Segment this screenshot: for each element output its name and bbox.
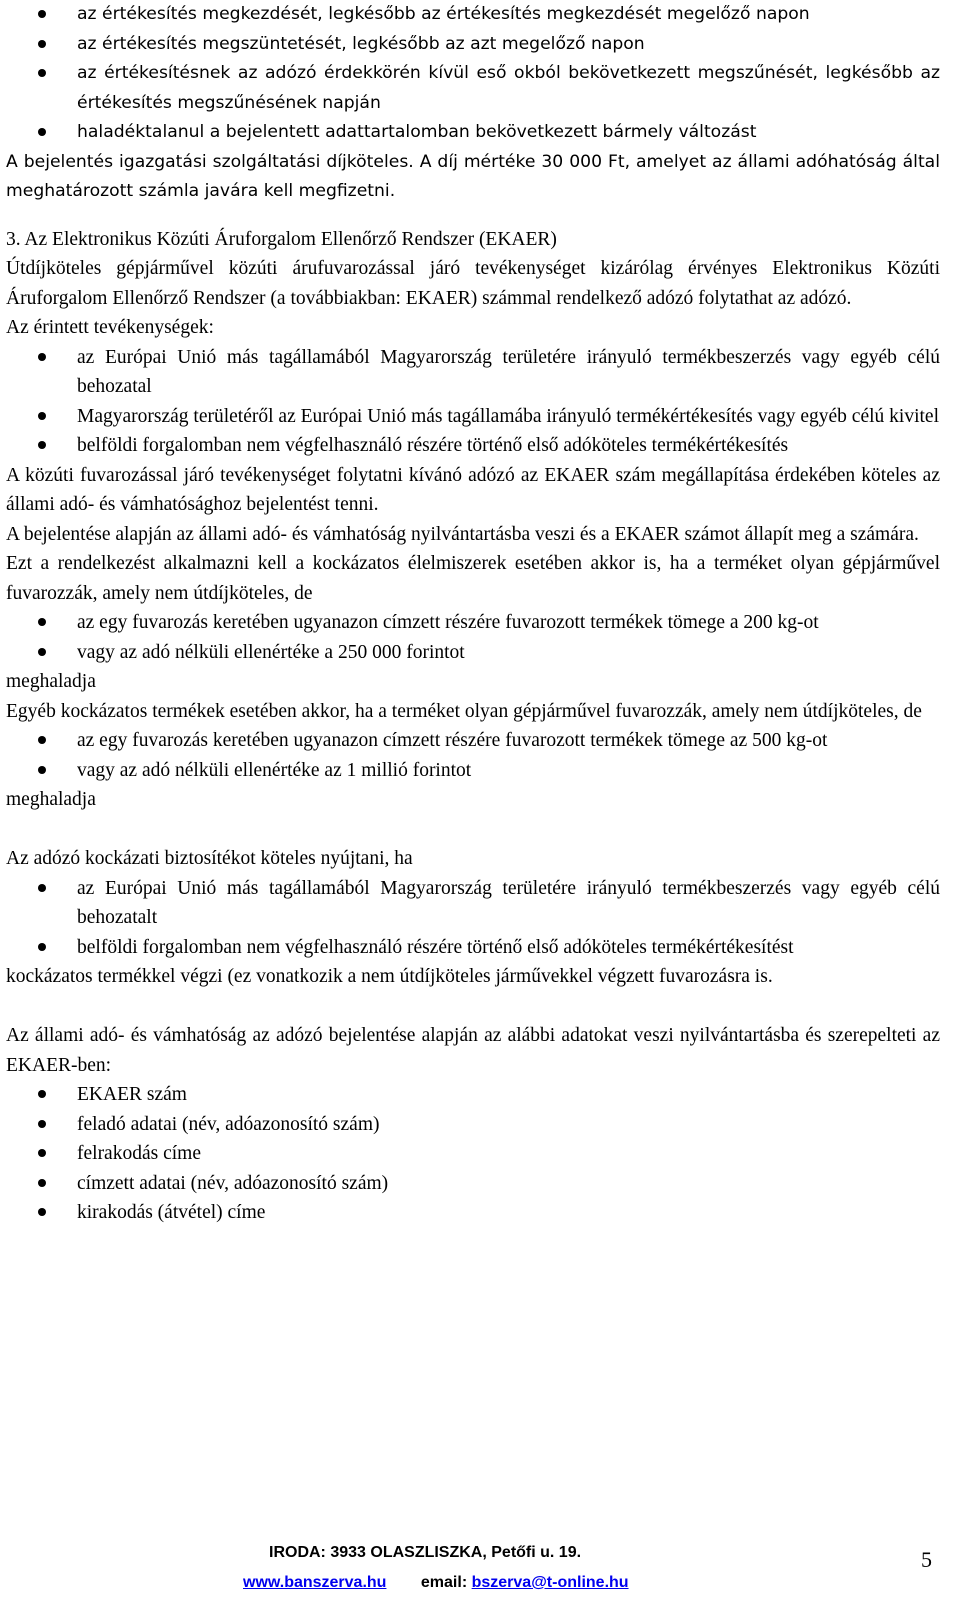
list-item: Magyarország területéről az Európai Unió más tagállamába irányuló termékértékesítés vagy egyéb célú kivitel <box>6 402 940 432</box>
list-item: az Európai Unió más tagállamából Magyarország területére irányuló termékbeszerzés vagy egyéb célú behozatalt <box>6 874 940 933</box>
spacer <box>6 815 940 845</box>
list-item: az értékesítés megkezdését, legkésőbb az értékesítés megkezdését megelőző napon <box>6 0 940 30</box>
spacer <box>6 207 940 225</box>
activities-label: Az érintett tevékenységek: <box>6 317 214 338</box>
spacer <box>6 992 940 1022</box>
list-item: vagy az adó nélküli ellenértéke az 1 millió forintot <box>6 756 940 786</box>
intro-paragraph: Útdíjköteles gépjárművel közúti árufuvarozással járó tevékenységet kizárólag érvényes Elektronikus Közúti Áruforgalom Ellenőrző Rendszer (a továbbiakban: EKAER) számmal rendelkező adózó folytathat az adózó. <box>6 258 940 309</box>
registration-paragraph: A közúti fuvarozással járó tevékenységet folytatni kívánó adózó az EKAER szám megállapítása érdekében köteles az állami adó- és vámhatósághoz bejelentést tenni. <box>6 464 940 515</box>
activities-list <box>6 343 940 461</box>
risky-food-paragraph: Ezt a rendelkezést alkalmazni kell a kockázatos élelmiszerek esetében akkor is, ha a terméket olyan gépjárművel fuvarozzák, amely nem útdíjköteles, de <box>6 553 940 604</box>
list-item: kirakodás (átvétel) címe <box>6 1198 940 1228</box>
fee-paragraph: A bejelentés igazgatási szolgáltatási díjköteles. A díj mértéke 30 000 Ft, amelyet az állami adóhatóság által meghatározott számla javára kell megfizetni. <box>6 151 940 201</box>
list-item: vagy az adó nélküli ellenértéke a 250 000 forintot <box>6 638 940 668</box>
email-link[interactable]: bszerva@t-online.hu <box>471 1574 629 1591</box>
document-page <box>6 0 940 1228</box>
list-item: belföldi forgalomban nem végfelhasználó részére történő első adóköteles termékértékesítés <box>6 431 940 461</box>
notification-deadlines-list <box>6 0 940 148</box>
exceeds-text: meghaladja <box>6 671 96 692</box>
email-label: email: <box>420 1574 468 1591</box>
list-item: haladéktalanul a bejelentett adattartalomban bekövetkezett bármely változást <box>6 118 940 148</box>
footer-contacts <box>243 1574 629 1592</box>
page-number: 5 <box>921 1547 932 1572</box>
guarantee-tail: kockázatos termékkel végzi (ez vonatkozik a nem útdíjköteles járművekkel végzett fuvarozásra is. <box>6 966 773 987</box>
records-list <box>6 1080 940 1228</box>
exceeds-text: meghaladja <box>6 789 96 810</box>
list-item: az értékesítésnek az adózó érdekkörén kívül eső okból bekövetkezett megszűnését, legkésőbb az értékesítés megszűnésének napján <box>6 59 940 118</box>
guarantee-cases-list <box>6 874 940 963</box>
office-address: IRODA: 3933 OLASZLISZKA, Petőfi u. 19. <box>269 1544 582 1561</box>
list-item: felrakodás címe <box>6 1139 940 1169</box>
list-item: az egy fuvarozás keretében ugyanazon címzett részére fuvarozott termékek tömege az 500 kg-ot <box>6 726 940 756</box>
list-item: belföldi forgalomban nem végfelhasználó részére történő első adóköteles termékértékesítést <box>6 933 940 963</box>
other-risky-paragraph: Egyéb kockázatos termékek esetében akkor, ha a terméket olyan gépjárművel fuvarozzák, amely nem útdíjköteles, de <box>6 700 922 722</box>
list-item: címzett adatai (név, adóazonosító szám) <box>6 1169 940 1199</box>
records-paragraph: Az állami adó- és vámhatóság az adózó bejelentése alapján az alábbi adatokat veszi nyilvántartásba és szerepelteti az EKAER-ben: <box>6 1025 940 1076</box>
other-risky-conditions-list <box>6 726 940 785</box>
list-item: EKAER szám <box>6 1080 940 1110</box>
website-link[interactable]: www.banszerva.hu <box>243 1574 387 1591</box>
list-item: az értékesítés megszüntetését, legkésőbb az azt megelőző napon <box>6 30 940 60</box>
assignment-paragraph: A bejelentése alapján az állami adó- és vámhatóság nyilvántartásba veszi és a EKAER számot állapít meg a számára. <box>6 523 919 545</box>
risky-food-conditions-list <box>6 608 940 667</box>
list-item: feladó adatai (név, adóazonosító szám) <box>6 1110 940 1140</box>
guarantee-label: Az adózó kockázati biztosítékot köteles nyújtani, ha <box>6 848 413 869</box>
list-item: az Európai Unió más tagállamából Magyarország területére irányuló termékbeszerzés vagy egyéb célú behozatal <box>6 343 940 402</box>
list-item: az egy fuvarozás keretében ugyanazon címzett részére fuvarozott termékek tömege a 200 kg-ot <box>6 608 940 638</box>
section-heading: 3. Az Elektronikus Közúti Áruforgalom Ellenőrző Rendszer (EKAER) <box>6 228 557 250</box>
